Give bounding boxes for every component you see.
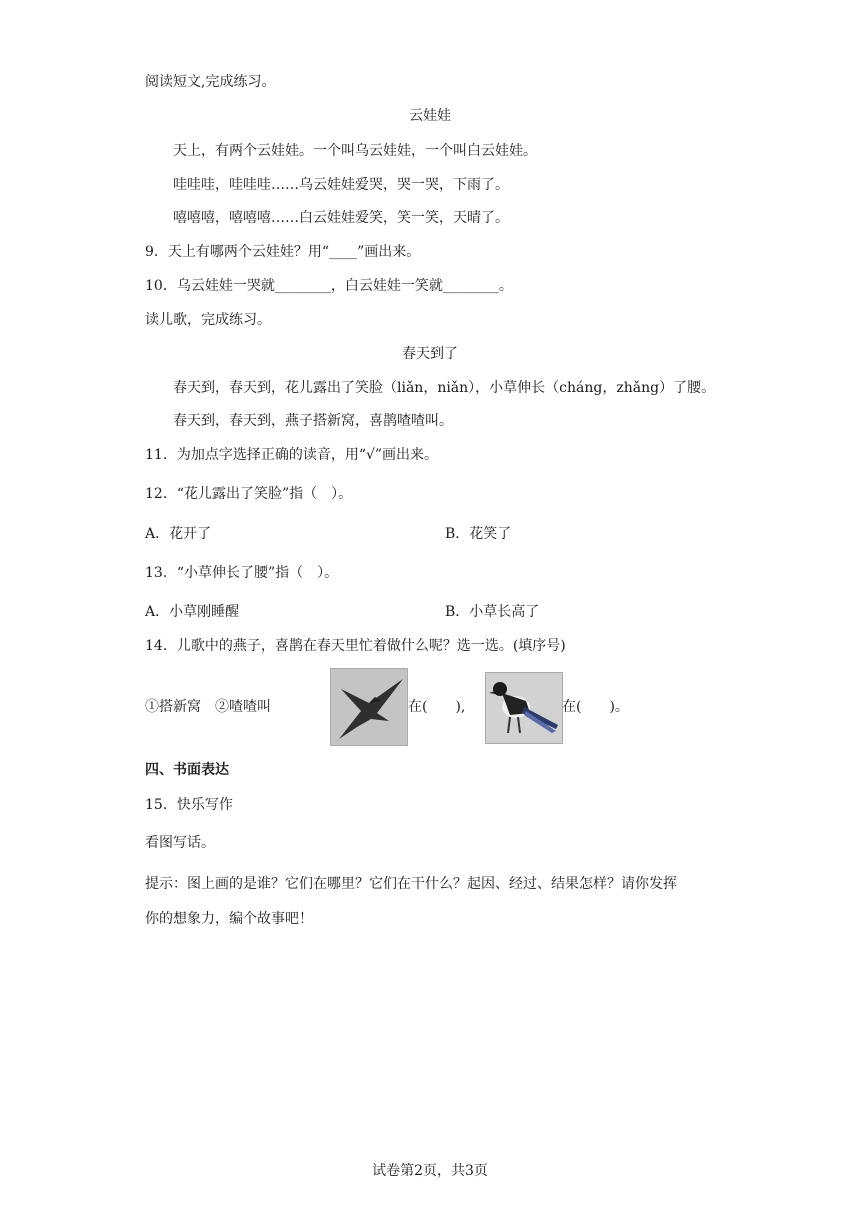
swallow-icon <box>331 669 407 745</box>
question-11: 11．为加点字选择正确的读音，用“√”画出来。 <box>145 447 439 463</box>
blank-2: 在( )。 <box>562 699 629 715</box>
poem-line: 春天到，春天到，燕子搭新窝，喜鹊喳喳叫。 <box>173 413 453 429</box>
section-heading-4: 四、书面表达 <box>145 762 229 778</box>
question-14: 14．儿歌中的燕子，喜鹊在春天里忙着做什么呢？选一选。(填序号) <box>145 638 566 654</box>
writing-hint: 你的想象力，编个故事吧！ <box>145 911 313 927</box>
magpie-icon <box>486 673 562 743</box>
question-9: 9．天上有哪两个云娃娃？用“____”画出来。 <box>145 244 421 260</box>
question-10: 10．乌云娃娃一哭就________，白云娃娃一笑就________。 <box>145 278 513 294</box>
question-13: 13．“小草伸长了腰”指（ ）。 <box>145 565 339 581</box>
passage-title-yunwawa: 云娃娃 <box>409 108 451 124</box>
swallow-image <box>330 668 408 746</box>
writing-hint: 提示：图上画的是谁？它们在哪里？它们在干什么？起因、经过、结果怎样？请你发挥 <box>145 876 677 892</box>
q14-options: ①搭新窝 ②喳喳叫 <box>145 699 271 715</box>
option-b: B．花笑了 <box>445 526 512 542</box>
option-a: A．小草刚睡醒 <box>145 604 240 620</box>
instruction-read1: 阅读短文,完成练习。 <box>145 74 276 90</box>
instruction-read2: 读儿歌，完成练习。 <box>145 312 271 328</box>
writing-task: 看图写话。 <box>145 835 215 851</box>
passage-paragraph: 哇哇哇，哇哇哇……乌云娃娃爱哭，哭一哭，下雨了。 <box>173 177 509 193</box>
page-footer: 试卷第2页，共3页 <box>372 1163 488 1179</box>
option-a: A．花开了 <box>145 526 212 542</box>
question-15: 15．快乐写作 <box>145 797 233 813</box>
question-12: 12．“花儿露出了笑脸”指（ ）。 <box>145 486 353 502</box>
option-b: B．小草长高了 <box>445 604 540 620</box>
passage-paragraph: 天上，有两个云娃娃。一个叫乌云娃娃，一个叫白云娃娃。 <box>173 143 537 159</box>
poem-title-chuntiandaole: 春天到了 <box>402 346 458 362</box>
passage-paragraph: 嘻嘻嘻，嘻嘻嘻……白云娃娃爱笑，笑一笑，天晴了。 <box>173 210 509 226</box>
magpie-image <box>485 672 563 744</box>
poem-line: 春天到，春天到，花儿露出了笑脸（liǎn，niǎn），小草伸长（cháng，zhǎng）了腰。 <box>173 380 716 396</box>
blank-1: 在( ), <box>408 699 466 715</box>
